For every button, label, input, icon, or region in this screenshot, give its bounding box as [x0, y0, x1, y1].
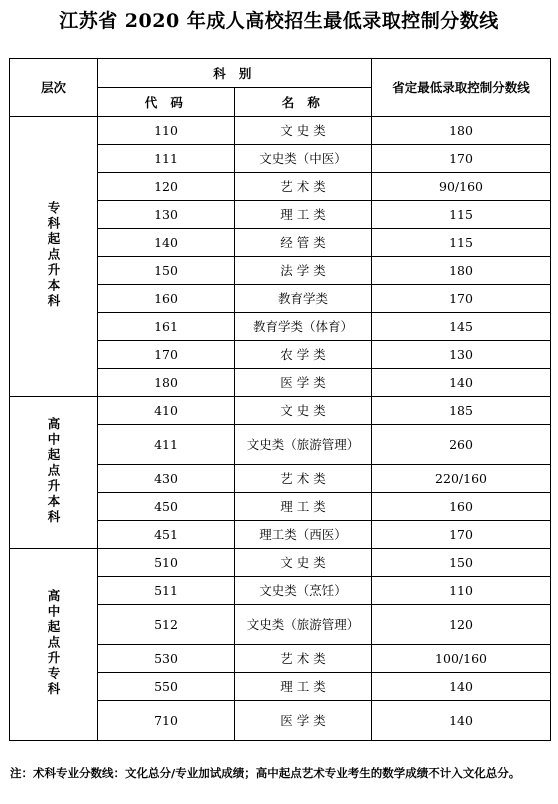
cell-score: 100/160	[372, 645, 551, 673]
cell-score: 145	[372, 313, 551, 341]
cell-name: 教育学类（体育）	[235, 313, 372, 341]
cell-score: 90/160	[372, 173, 551, 201]
cell-code: 180	[98, 369, 235, 397]
cell-code: 512	[98, 605, 235, 645]
cell-code: 411	[98, 425, 235, 465]
cell-score: 115	[372, 201, 551, 229]
cell-code: 161	[98, 313, 235, 341]
cell-score: 220/160	[372, 465, 551, 493]
header-level: 层次	[10, 59, 98, 117]
group-label	[10, 397, 98, 549]
cell-code: 550	[98, 673, 235, 701]
cell-code: 511	[98, 577, 235, 605]
table-row	[10, 117, 551, 145]
cell-name: 理 工 类	[235, 673, 372, 701]
cell-code: 410	[98, 397, 235, 425]
cell-score: 140	[372, 369, 551, 397]
score-table	[9, 58, 551, 741]
header-score: 省定最低录取控制分数线	[372, 59, 551, 117]
cell-code: 140	[98, 229, 235, 257]
header-code: 代 码	[98, 88, 235, 117]
cell-score: 150	[372, 549, 551, 577]
cell-score: 185	[372, 397, 551, 425]
cell-name: 理 工 类	[235, 201, 372, 229]
cell-name: 艺 术 类	[235, 645, 372, 673]
footnote: 注：术科专业分数线：文化总分/专业加试成绩；高中起点艺术专业考生的数学成绩不计入文化总分。	[10, 766, 521, 780]
cell-name: 艺 术 类	[235, 173, 372, 201]
cell-score: 140	[372, 701, 551, 741]
cell-score: 170	[372, 145, 551, 173]
cell-code: 111	[98, 145, 235, 173]
cell-name: 理 工 类	[235, 493, 372, 521]
cell-score: 130	[372, 341, 551, 369]
cell-name: 艺 术 类	[235, 465, 372, 493]
cell-score: 160	[372, 493, 551, 521]
group-label-text: 高中起点升本科	[46, 416, 61, 526]
cell-code: 150	[98, 257, 235, 285]
cell-code: 450	[98, 493, 235, 521]
cell-code: 530	[98, 645, 235, 673]
cell-score: 260	[372, 425, 551, 465]
cell-code: 510	[98, 549, 235, 577]
cell-name: 教育学类	[235, 285, 372, 313]
score-table-body	[10, 59, 551, 741]
group-label-text: 高中起点升专科	[46, 588, 61, 698]
cell-name: 医 学 类	[235, 369, 372, 397]
table-row	[10, 397, 551, 425]
group-label	[10, 117, 98, 397]
cell-name: 文史类（旅游管理）	[235, 425, 372, 465]
header-row-top	[10, 59, 551, 88]
cell-score: 170	[372, 285, 551, 313]
cell-score: 180	[372, 117, 551, 145]
cell-score: 170	[372, 521, 551, 549]
cell-code: 430	[98, 465, 235, 493]
cell-name: 医 学 类	[235, 701, 372, 741]
cell-code: 110	[98, 117, 235, 145]
cell-score: 115	[372, 229, 551, 257]
cell-code: 170	[98, 341, 235, 369]
cell-code: 451	[98, 521, 235, 549]
cell-name: 农 学 类	[235, 341, 372, 369]
cell-name: 经 管 类	[235, 229, 372, 257]
cell-name: 法 学 类	[235, 257, 372, 285]
cell-score: 120	[372, 605, 551, 645]
page-title: 江苏省 2020 年成人高校招生最低录取控制分数线	[59, 10, 499, 32]
cell-score: 180	[372, 257, 551, 285]
cell-name: 理工类（西医）	[235, 521, 372, 549]
cell-name: 文 史 类	[235, 549, 372, 577]
cell-name: 文史类（旅游管理）	[235, 605, 372, 645]
group-label	[10, 549, 98, 741]
cell-name: 文 史 类	[235, 397, 372, 425]
cell-name: 文史类（烹饪）	[235, 577, 372, 605]
cell-score: 110	[372, 577, 551, 605]
cell-code: 120	[98, 173, 235, 201]
cell-name: 文史类（中医）	[235, 145, 372, 173]
table-row	[10, 549, 551, 577]
cell-name: 文 史 类	[235, 117, 372, 145]
cell-code: 710	[98, 701, 235, 741]
cell-score: 140	[372, 673, 551, 701]
header-subject: 科 别	[98, 59, 372, 88]
header-name: 名 称	[235, 88, 372, 117]
cell-code: 130	[98, 201, 235, 229]
cell-code: 160	[98, 285, 235, 313]
group-label-text: 专科起点升本科	[46, 200, 61, 310]
